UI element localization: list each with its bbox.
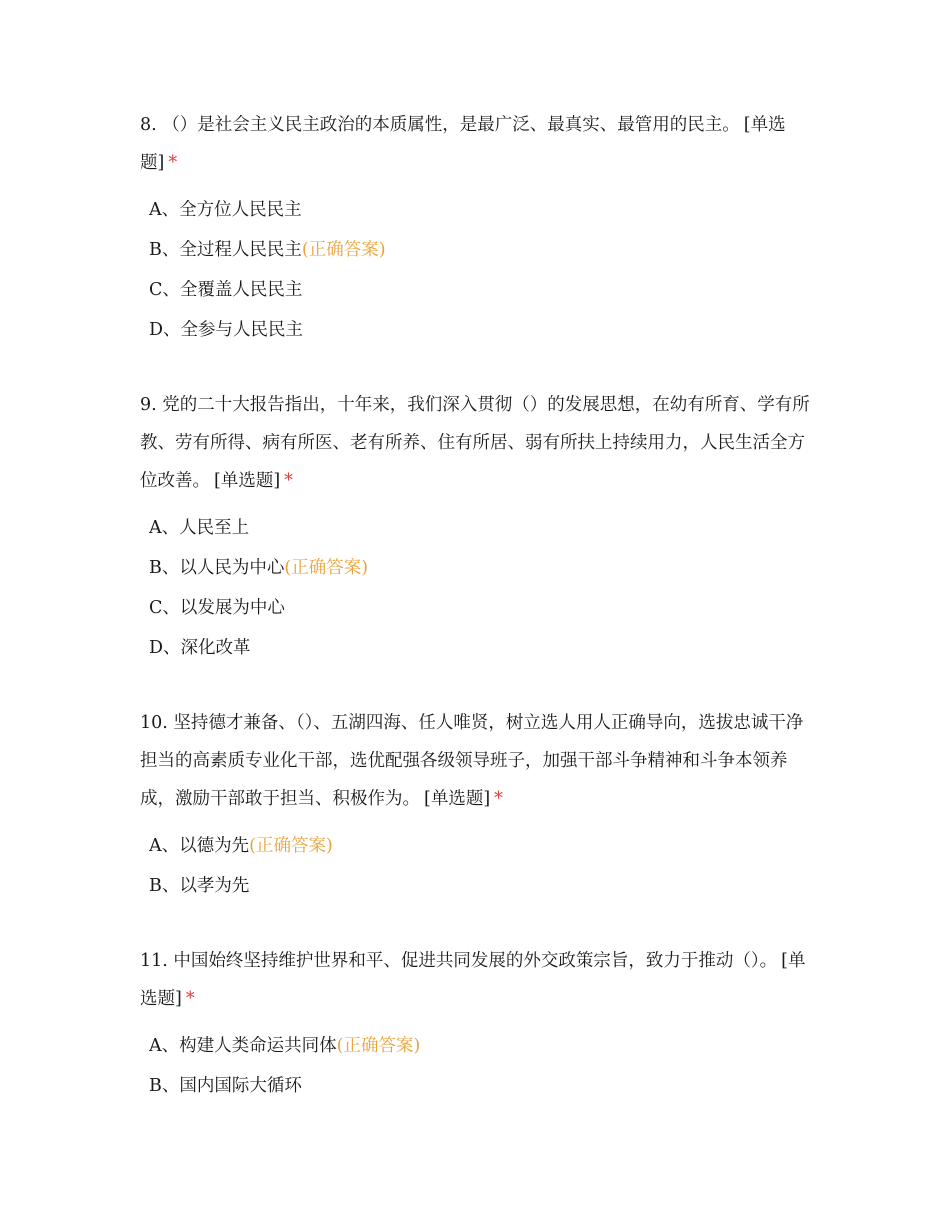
required-mark: * [284,471,293,491]
question-text: 10. 坚持德才兼备、（）、五湖四海、任人唯贤，树立选人用人正确导向，选拔忠诚干净担当的高素质专业化干部，选优配强各级领导班子，加强干部斗争精神和斗争本领养成，激励干部敢于担当、积极作为。 [140,713,804,809]
required-mark: * [185,989,195,1009]
question-8 [140,106,820,350]
option-a [149,508,820,548]
option-list [149,1026,820,1106]
option-label: C、以发展为中心 [149,598,285,618]
question-stem [140,704,820,818]
option-label: B、国内国际大循环 [149,1076,302,1096]
option-label: A、全方位人民民主 [149,200,302,220]
option-label: A、以德为先 [149,836,250,856]
option-a [149,190,820,230]
question-type-label: [单选题] [140,115,786,173]
question-type-label: [单选题] [140,951,806,1009]
correct-answer-tag: (正确答案) [284,558,369,578]
question-type-label: [单选题] [424,789,491,809]
question-11 [140,942,820,1106]
option-list [149,508,820,668]
option-b [149,1066,820,1106]
question-10 [140,704,820,906]
required-mark: * [494,789,503,809]
correct-answer-tag: (正确答案) [336,1036,421,1056]
option-b [149,230,820,270]
option-label: B、全过程人民民主 [149,240,302,260]
question-9 [140,386,820,668]
question-type-label: [单选题] [214,471,281,491]
question-text: 11. 中国始终坚持维护世界和平、促进共同发展的外交政策宗旨，致力于推动（）。 [140,951,778,971]
option-label: A、人民至上 [149,518,250,538]
option-label: B、以人民为中心 [149,558,285,578]
correct-answer-tag: (正确答案) [301,240,386,260]
option-label: D、深化改革 [149,638,251,658]
question-text: 9. 党的二十大报告指出，十年来，我们深入贯彻（）的发展思想，在幼有所育、学有所教、劳有所得、病有所医、老有所养、住有所居、弱有所扶上持续用力，人民生活全方位改善。 [140,395,810,491]
question-stem [140,386,820,500]
option-label: B、以孝为先 [149,876,250,896]
question-text: 8. （）是社会主义民主政治的本质属性，是最广泛、最真实、最管用的民主。 [140,115,740,135]
option-c [149,270,820,310]
option-d [149,628,820,668]
option-label: D、全参与人民民主 [149,320,304,340]
option-label: C、全覆盖人民民主 [149,280,303,300]
option-label: A、构建人类命运共同体 [149,1036,337,1056]
question-stem [140,942,820,1018]
option-c [149,588,820,628]
option-list [149,826,820,906]
question-stem [140,106,820,182]
option-list [149,190,820,350]
option-a [149,826,820,866]
required-mark: * [168,153,178,173]
option-b [149,866,820,906]
correct-answer-tag: (正确答案) [249,836,333,856]
option-b [149,548,820,588]
option-a [149,1026,820,1066]
option-d [149,310,820,350]
